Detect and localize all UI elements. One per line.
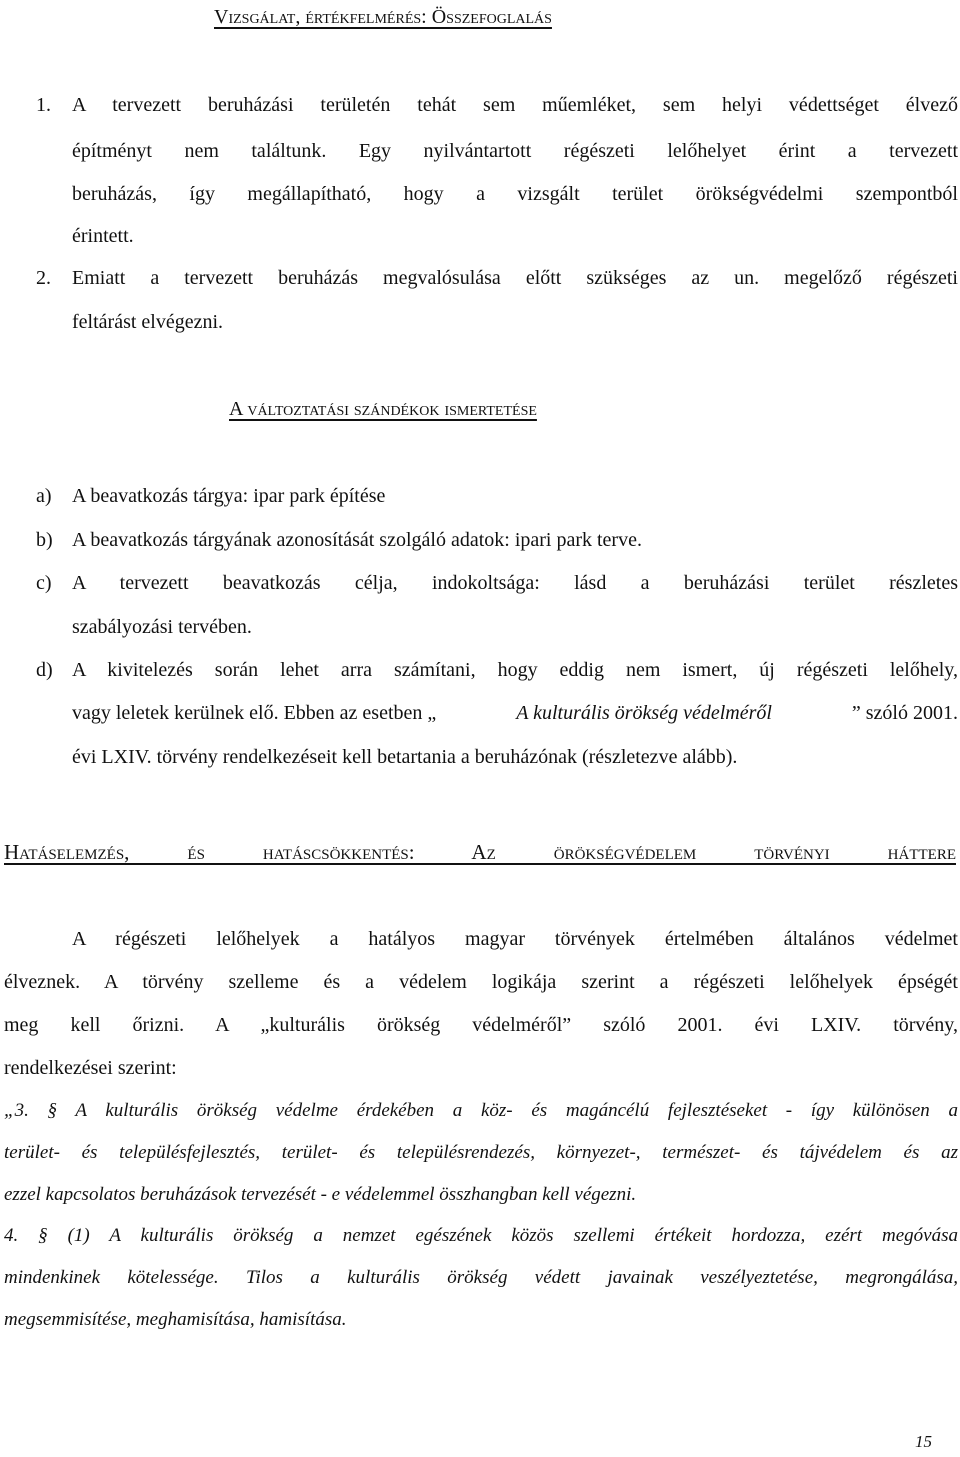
list-label: c) <box>36 572 52 594</box>
quote-line: mindenkinek kötelessége. Tilos a kulturális örökség védett javainak veszélyeztetése, megrongálása, <box>4 1267 958 1288</box>
list-item-2 <box>36 267 72 290</box>
list-text: szabályozási tervében. <box>72 616 252 638</box>
list-text: évi LXIV. törvény rendelkezéseit kell betartania a beruházónak (részletezve alább). <box>72 746 738 768</box>
list-text: A kivitelezés során lehet arra számítani, hogy eddig nem ismert, új régészeti lelőhely, <box>72 659 958 681</box>
page-number: 15 <box>915 1432 932 1451</box>
list-item-1 <box>36 94 72 117</box>
list-text-mixed <box>72 702 958 725</box>
law-title-italic: A kulturális örökség védelméről <box>516 702 772 724</box>
paragraph-line: beruházás, így megállapítható, hogy a vizsgált terület örökségvédelmi szempontból <box>72 183 958 205</box>
paragraph-line: élveznek. A törvény szelleme és a védelem logikája szerint a régészeti lelőhelyek épségét <box>4 971 958 993</box>
paragraph-line: Emiatt a tervezett beruházás megvalósulása előtt szükséges az un. megelőző régészeti <box>72 267 958 289</box>
list-label: b) <box>36 529 53 551</box>
quote-line: „3. § A kulturális örökség védelme érdekében a köz- és magáncélú fejlesztéseket - így különösen a <box>4 1100 958 1121</box>
quote-line: 4. § (1) A kulturális örökség a nemzet egészének közös szellemi értékeit hordozza, ezért megóvása <box>4 1225 958 1246</box>
quote-line: terület- és településfejlesztés, terület- és településrendezés, környezet-, természet- és tájvédelem és az <box>4 1142 958 1163</box>
list-text: A beavatkozás tárgya: ipar park építése <box>72 485 386 507</box>
list-label: a) <box>36 485 52 507</box>
section-heading-summary: Vizsgálat, értékfelmérés: Összefoglalás <box>214 6 552 28</box>
list-number: 2. <box>36 267 51 289</box>
text-fragment: ” szóló 2001. <box>851 702 958 724</box>
paragraph-line: A régészeti lelőhelyek a hatályos magyar törvények értelmében általános védelmet <box>72 928 958 950</box>
paragraph-line: érintett. <box>72 225 134 247</box>
text-fragment: vagy leletek kerülnek elő. Ebben az esetben „ <box>72 702 437 724</box>
quote-line: ezzel kapcsolatos beruházások tervezését - e védelemmel összhangban kell végezni. <box>4 1184 637 1205</box>
list-text: A beavatkozás tárgyának azonosítását szolgáló adatok: ipari park terve. <box>72 529 642 551</box>
list-text: A tervezett beavatkozás célja, indokoltsága: lásd a beruházási terület részletes <box>72 572 958 594</box>
paragraph-line: rendelkezései szerint: <box>4 1057 177 1079</box>
section-heading-impact: Hatáselemzés, és hatáscsökkentés: Az örökségvédelem törvényi háttere <box>4 840 956 864</box>
paragraph-line: A tervezett beruházási területén tehát sem műemléket, sem helyi védettséget élvező <box>72 94 958 116</box>
paragraph-line: építményt nem találtunk. Egy nyilvántartott régészeti lelőhelyet érint a tervezett <box>72 140 958 162</box>
list-label: d) <box>36 659 53 681</box>
paragraph-line: meg kell őrizni. A „kulturális örökség védelméről” szóló 2001. évi LXIV. törvény, <box>4 1014 958 1036</box>
quote-line: megsemmisítése, meghamisítása, hamisítása. <box>4 1309 347 1330</box>
section-heading-changes: A változtatási szándékok ismertetése <box>229 398 537 420</box>
paragraph-line: feltárást elvégezni. <box>72 311 224 333</box>
list-number: 1. <box>36 94 51 116</box>
